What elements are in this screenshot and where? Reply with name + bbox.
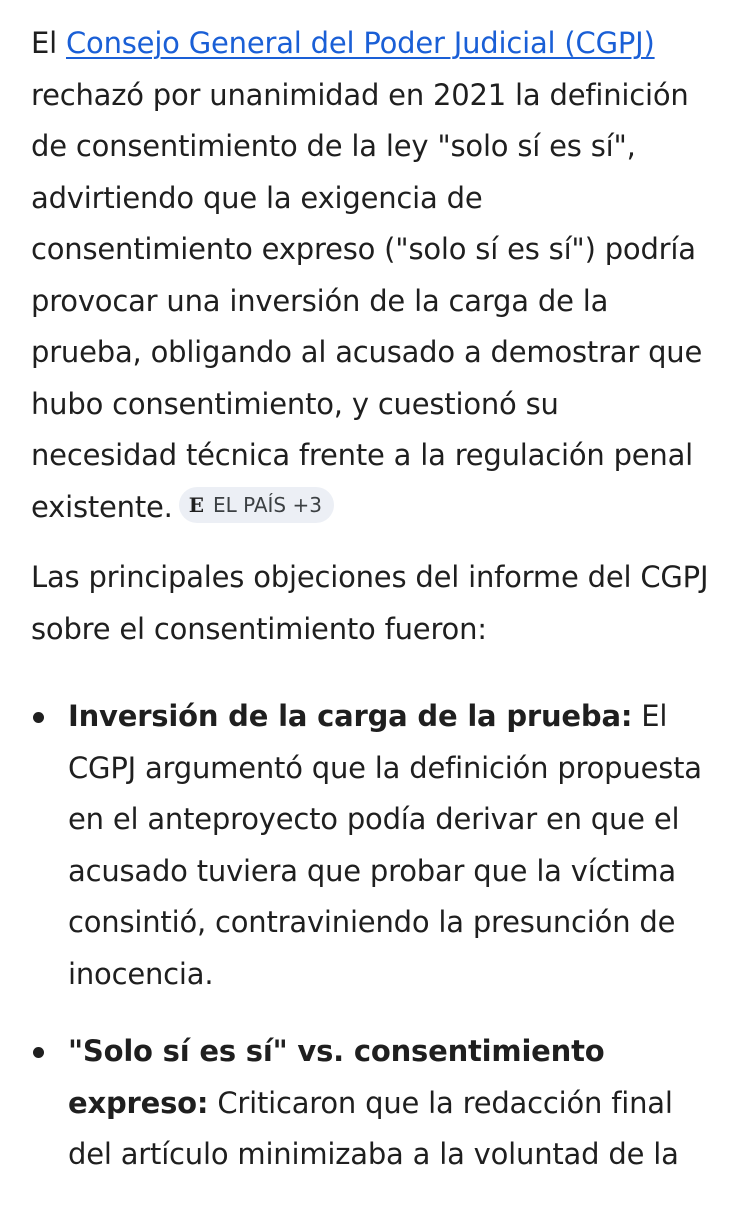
list-item-text: Criticaron que la redacción final del artículo minimizaba a la voluntad de la xyxy=(68,1085,679,1171)
list-item xyxy=(31,691,711,1000)
list-item xyxy=(31,1026,711,1181)
cgpj-link[interactable]: Consejo General del Poder Judicial (CGPJ) xyxy=(66,26,655,60)
answer-content xyxy=(31,18,711,1207)
el-pais-logo-icon: E xyxy=(188,492,204,517)
list-item-title: Inversión de la carga de la prueba: xyxy=(68,699,633,733)
intro-paragraph xyxy=(31,18,711,533)
bullet-dot-icon xyxy=(33,1047,44,1058)
list-item-title: "Solo sí es sí" vs. consentimiento expreso: xyxy=(68,1034,605,1120)
list-item-text: El CGPJ argumentó que la definición propuesta en el anteproyecto podía derivar en que el acusado tuviera que probar que la víctima consintió, contraviniendo la presunción de inocencia. xyxy=(68,699,702,991)
source-chip[interactable] xyxy=(179,487,334,523)
intro-body: rechazó por unanimidad en 2021 la definición de consentimiento de la ley "solo sí es sí", advirtiendo que la exigencia de consentimiento expreso ("solo sí es sí") podría provocar una inversión de la carga de la prueba, obligando al acusado a demostrar que hubo consentimiento, y cuestionó su necesidad técnica frente a la regulación penal existente. xyxy=(31,77,703,524)
intro-prefix: El xyxy=(31,26,66,60)
objections-list xyxy=(31,691,711,1181)
bullet-dot-icon xyxy=(33,712,44,723)
source-chip-label: EL PAÍS +3 xyxy=(212,492,322,517)
lead-paragraph: Las principales objeciones del informe del CGPJ sobre el consentimiento fueron: xyxy=(31,560,709,646)
